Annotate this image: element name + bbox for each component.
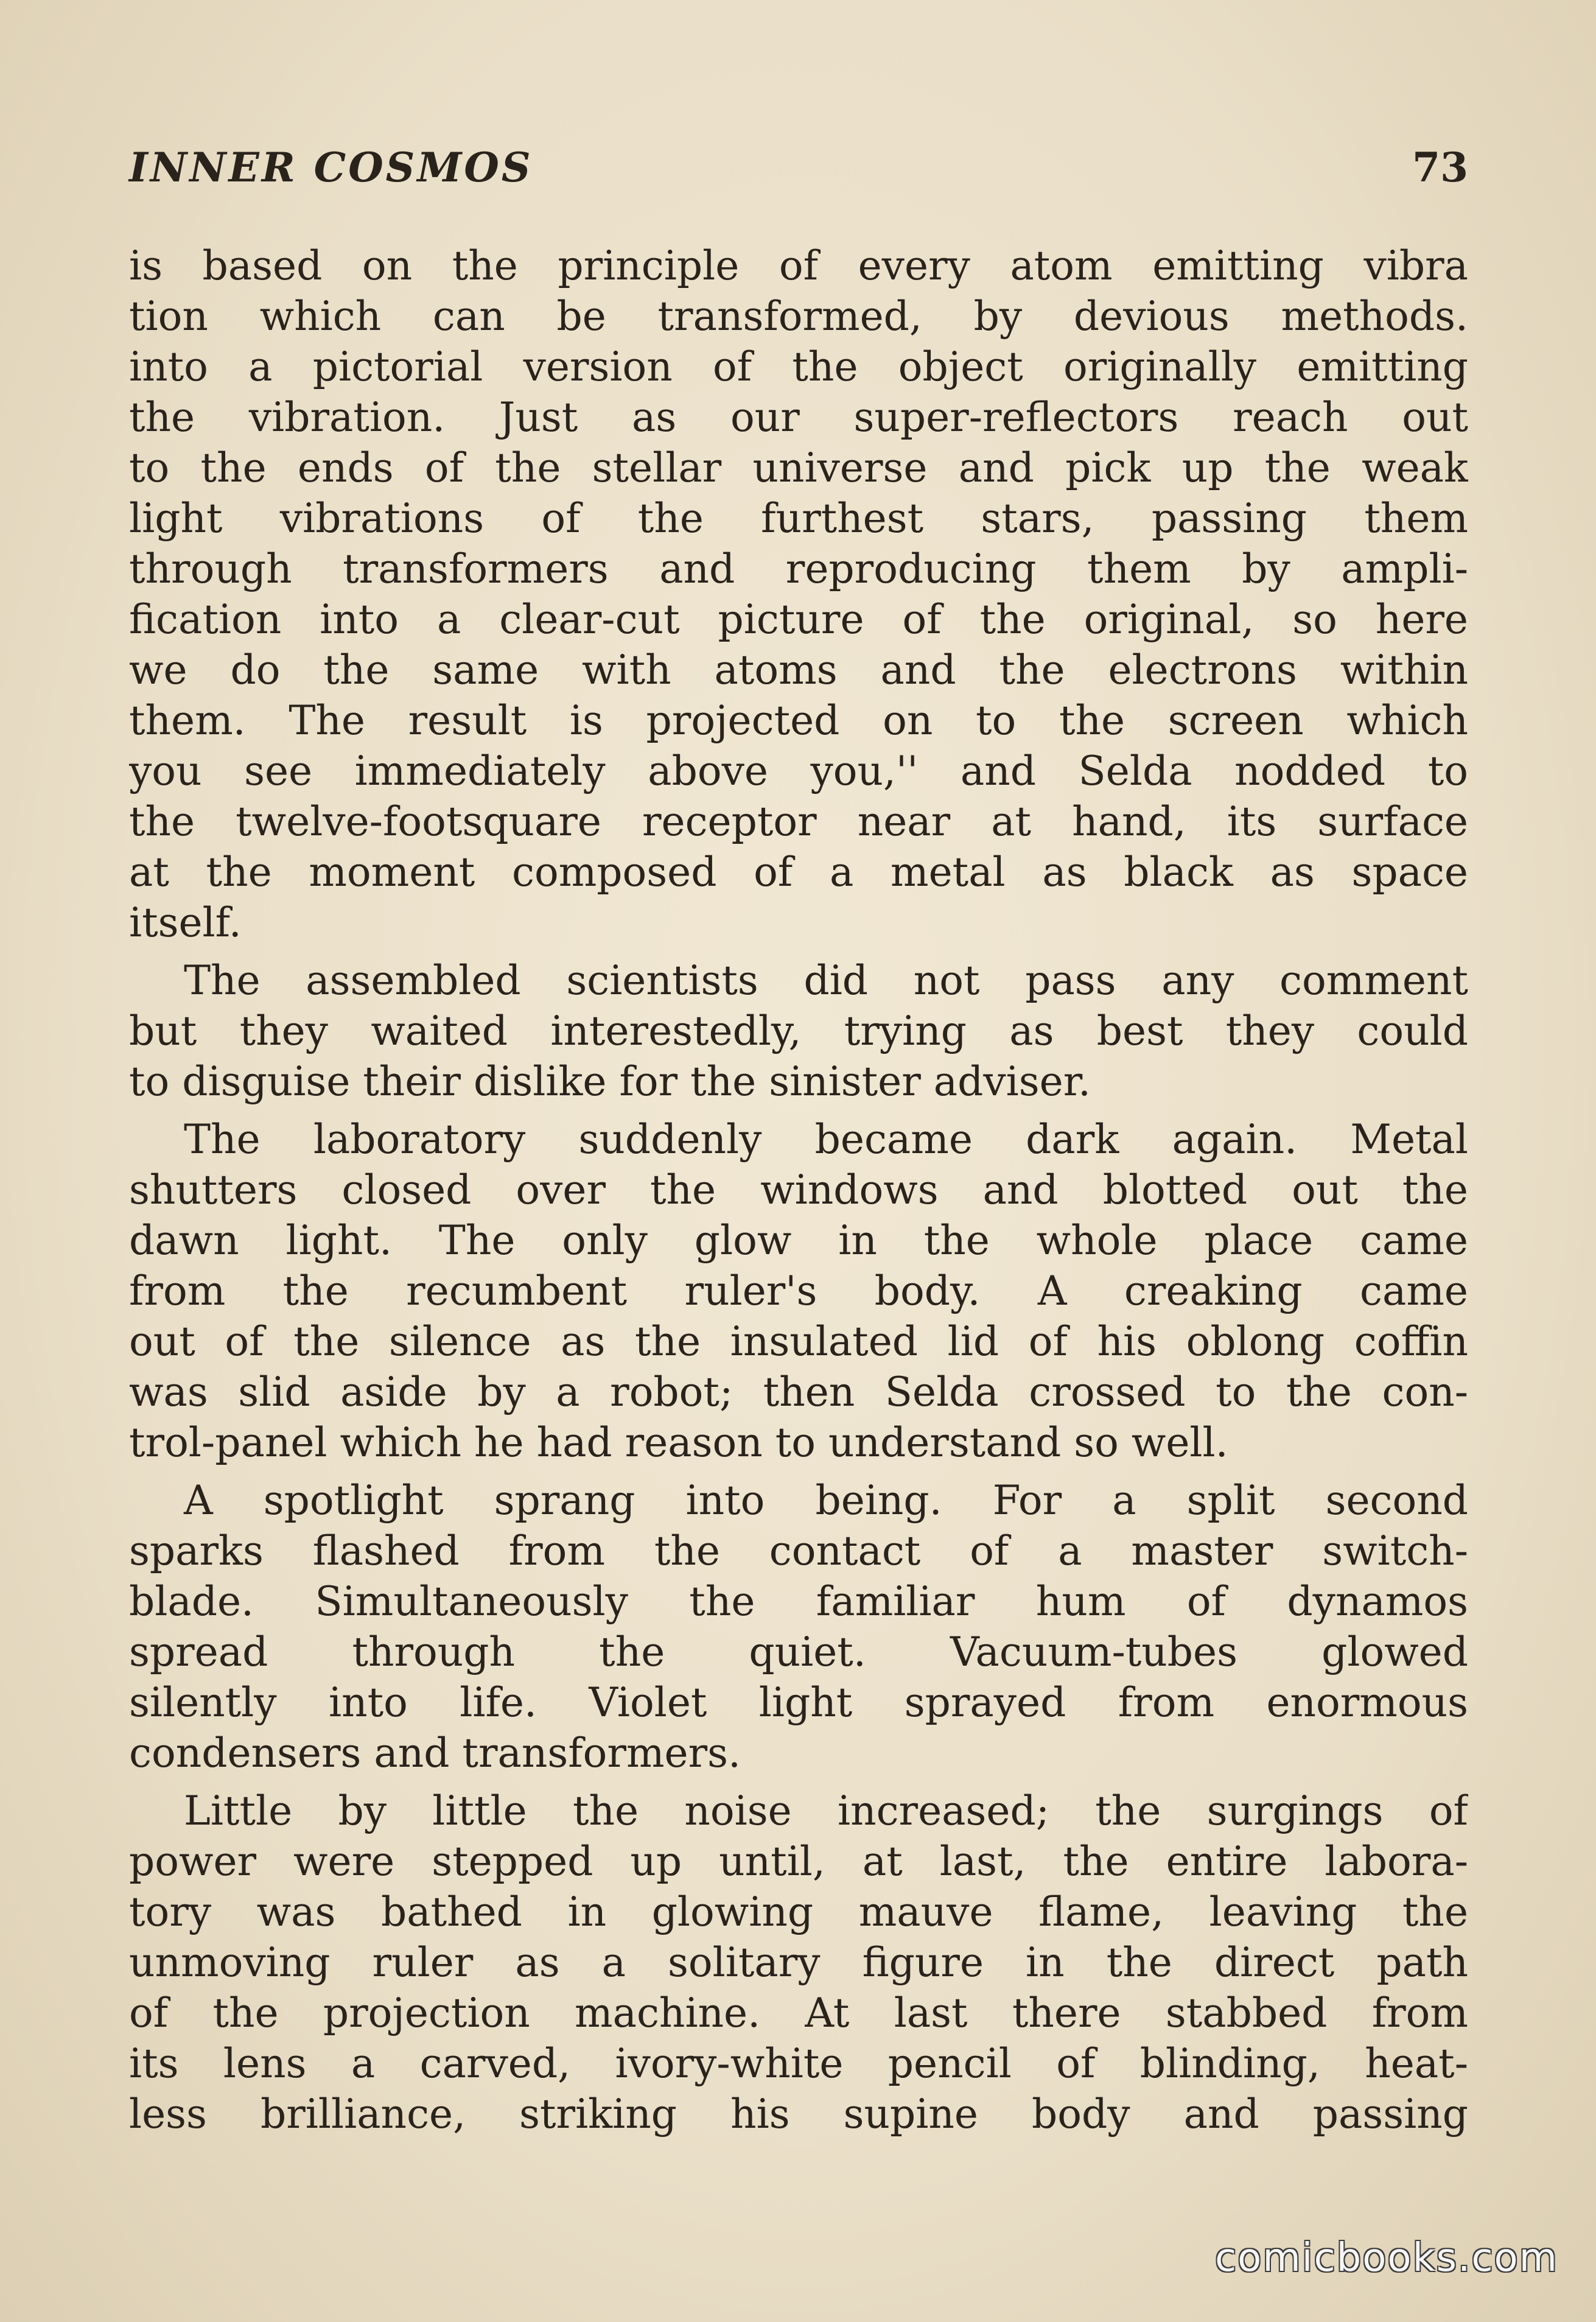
text-line: shutters closed over the windows and blotted out the bbox=[129, 1166, 1468, 1213]
text-line: from the recumbent ruler's body. A creaking came bbox=[129, 1268, 1468, 1314]
text-line: the twelve-footsquare receptor near at hand, its surface bbox=[129, 798, 1468, 845]
text-line: of the projection machine. At last there stabbed from bbox=[129, 1990, 1468, 2036]
text-line: trol-panel which he had reason to understand so well. bbox=[129, 1419, 1228, 1466]
text-line: out of the silence as the insulated lid of his oblong coffin bbox=[129, 1318, 1468, 1365]
text-line: condensers and transformers. bbox=[129, 1730, 741, 1777]
text-line: sparks flashed from the contact of a master switch- bbox=[129, 1528, 1468, 1574]
text-line: unmoving ruler as a solitary figure in the direct path bbox=[129, 1939, 1468, 1986]
text-line: you see immediately above you,'' and Selda nodded to bbox=[129, 748, 1468, 794]
paragraph bbox=[129, 1475, 1468, 1778]
text-line: was slid aside by a robot; then Selda crossed to the con- bbox=[129, 1369, 1468, 1415]
text-line: tion which can be transformed, by devious methods. bbox=[129, 293, 1468, 340]
text-line: the vibration. Just as our super-reflectors reach out bbox=[129, 394, 1468, 441]
site-watermark: comicbooks.com bbox=[1214, 2236, 1558, 2281]
text-line: spread through the quiet. Vacuum-tubes glowed bbox=[129, 1629, 1468, 1675]
text-line: A spotlight sprang into being. For a split second bbox=[184, 1477, 1468, 1524]
text-line: fication into a clear-cut picture of the original, so here bbox=[129, 596, 1468, 643]
page-number: 73 bbox=[1412, 144, 1468, 191]
text-line: Little by little the noise increased; the surgings of bbox=[184, 1787, 1468, 1834]
text-line: through transformers and reproducing them by ampli- bbox=[129, 545, 1468, 592]
text-line: light vibrations of the furthest stars, passing them bbox=[129, 495, 1468, 542]
text-line: The assembled scientists did not pass any comment bbox=[184, 957, 1468, 1004]
text-line: its lens a carved, ivory-white pencil of blinding, heat- bbox=[129, 2040, 1468, 2087]
text-line: silently into life. Violet light sprayed from enormous bbox=[129, 1679, 1468, 1726]
text-line: less brilliance, striking his supine body and passing bbox=[129, 2091, 1468, 2138]
text-line: to disguise their dislike for the sinister adviser. bbox=[129, 1058, 1091, 1105]
text-line: is based on the principle of every atom emitting vibra bbox=[129, 242, 1468, 289]
text-line: tory was bathed in glowing mauve flame, leaving the bbox=[129, 1889, 1468, 1935]
text-line: itself. bbox=[129, 899, 242, 946]
paragraph bbox=[129, 1786, 1468, 2139]
text-line: The laboratory suddenly became dark again. Metal bbox=[184, 1116, 1468, 1163]
text-line: to the ends of the stellar universe and pick up the weak bbox=[129, 444, 1468, 491]
text-line: them. The result is projected on to the screen which bbox=[129, 697, 1468, 744]
text-line: dawn light. The only glow in the whole place came bbox=[129, 1217, 1468, 1264]
paragraph-continued bbox=[129, 240, 1468, 948]
text-line: blade. Simultaneously the familiar hum of dynamos bbox=[129, 1578, 1468, 1625]
page-header bbox=[129, 134, 1468, 201]
text-line: into a pictorial version of the object originally emitting bbox=[129, 343, 1468, 390]
running-head: INNER COSMOS bbox=[129, 144, 533, 191]
text-line: we do the same with atoms and the electrons within bbox=[129, 647, 1468, 693]
paragraph bbox=[129, 1114, 1468, 1468]
body-text bbox=[129, 240, 1468, 2147]
text-line: but they waited interestedly, trying as best they could bbox=[129, 1008, 1468, 1054]
text-line: at the moment composed of a metal as black as space bbox=[129, 849, 1468, 896]
text-line: power were stepped up until, at last, the entire labora- bbox=[129, 1838, 1468, 1885]
paragraph bbox=[129, 955, 1468, 1107]
